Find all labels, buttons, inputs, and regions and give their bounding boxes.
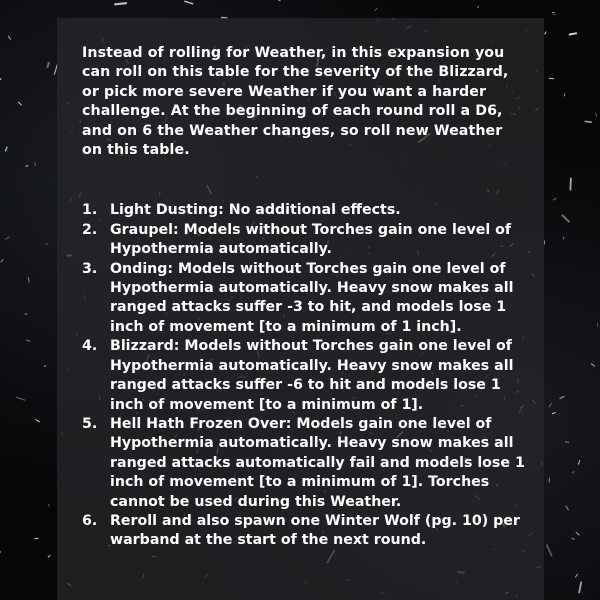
snowflake — [553, 14, 556, 15]
snowflake — [549, 403, 552, 407]
list-item-number: 5. — [82, 415, 98, 432]
list-item-text: Onding: Models without Torches gain one level of Hypothermia automatically. Heavy snow makes all ranged attacks suffer -3 to hit, and models lose 1 inch of movement [to a minimum of 1 inch]. — [110, 260, 514, 335]
list-item-text: Graupel: Models without Torches gain one level of Hypothermia automatically. — [110, 221, 512, 258]
list-item-text: Light Dusting: No additional effects. — [110, 202, 401, 219]
list-item-number: 6. — [82, 512, 98, 529]
snowflake — [28, 277, 29, 282]
snowflake — [560, 396, 564, 398]
snowflake — [591, 364, 594, 366]
snowflake — [547, 545, 552, 556]
snowflake — [375, 8, 377, 10]
list-item-number: 2. — [82, 221, 98, 238]
list-item-text: Hell Hath Frozen Over: Models gain one level of Hypothermia automatically. Heavy snow makes all ranged attacks automatically fail and models lose 1 inch of movement [to a minimum of 1]. Torches cannot be used during this Weather. — [110, 415, 525, 510]
snowflake — [48, 556, 50, 557]
snowflake — [1, 260, 3, 262]
snowflake — [566, 506, 568, 510]
list-item-number: 1. — [82, 202, 98, 219]
snowflake — [585, 121, 591, 122]
snowflake — [553, 198, 556, 200]
snowflake — [26, 340, 30, 341]
snowflake — [552, 413, 555, 414]
snowflake — [478, 6, 479, 8]
snowflake — [576, 532, 579, 535]
snowflake — [579, 461, 580, 465]
snowflake — [45, 366, 46, 367]
list-item — [82, 337, 526, 415]
list-item — [82, 512, 526, 551]
list-item — [82, 415, 526, 512]
weather-rules-panel — [57, 18, 544, 600]
list-item-number: 3. — [82, 260, 98, 277]
snowflake — [564, 237, 565, 239]
list-item-text: Blizzard: Models without Torches gain one level of Hypothermia automatically. Heavy snow makes all ranged attacks suffer -6 to hit and models lose 1 inch of movement [to a minimum of 1]. — [110, 338, 514, 413]
snowflake — [565, 442, 568, 443]
snowflake — [570, 33, 577, 34]
snowflake — [576, 574, 578, 577]
list-item-text: Reroll and also spawn one Winter Wolf (pg. 10) per warband at the start of the next round. — [110, 512, 520, 549]
snowflake — [545, 32, 546, 34]
snowflake — [185, 1, 193, 3]
snowflake — [35, 163, 36, 166]
list-item — [82, 201, 526, 220]
snowflake — [563, 215, 569, 221]
snowflake — [19, 102, 22, 105]
snowflake — [8, 36, 10, 39]
snowflake — [48, 63, 49, 67]
snowflake — [6, 147, 7, 151]
intro-paragraph: Instead of rolling for Weather, in this expansion you can roll on this table for the severity of the Blizzard, or pick more severe Weather if you want a harder challenge. At the beginning of each round roll a D6, and on 6 the Weather changes, so roll new Weather on this table. — [82, 45, 509, 159]
snowflake — [570, 178, 571, 189]
snowflake — [36, 420, 40, 422]
list-item — [82, 221, 526, 260]
snowflake — [115, 3, 126, 4]
snowflake — [0, 79, 1, 80]
snowflake — [572, 538, 574, 539]
snowflake — [35, 538, 38, 539]
snowflake — [596, 113, 597, 116]
snowflake — [17, 397, 25, 400]
snowflake — [572, 472, 574, 473]
snowflake — [579, 582, 581, 592]
snowflake — [0, 552, 1, 554]
snowflake — [549, 78, 553, 79]
list-item-number: 4. — [82, 338, 98, 355]
snowflake — [6, 237, 10, 239]
snowflake — [48, 505, 49, 507]
list-item — [82, 260, 526, 338]
weather-table-list — [82, 201, 526, 550]
